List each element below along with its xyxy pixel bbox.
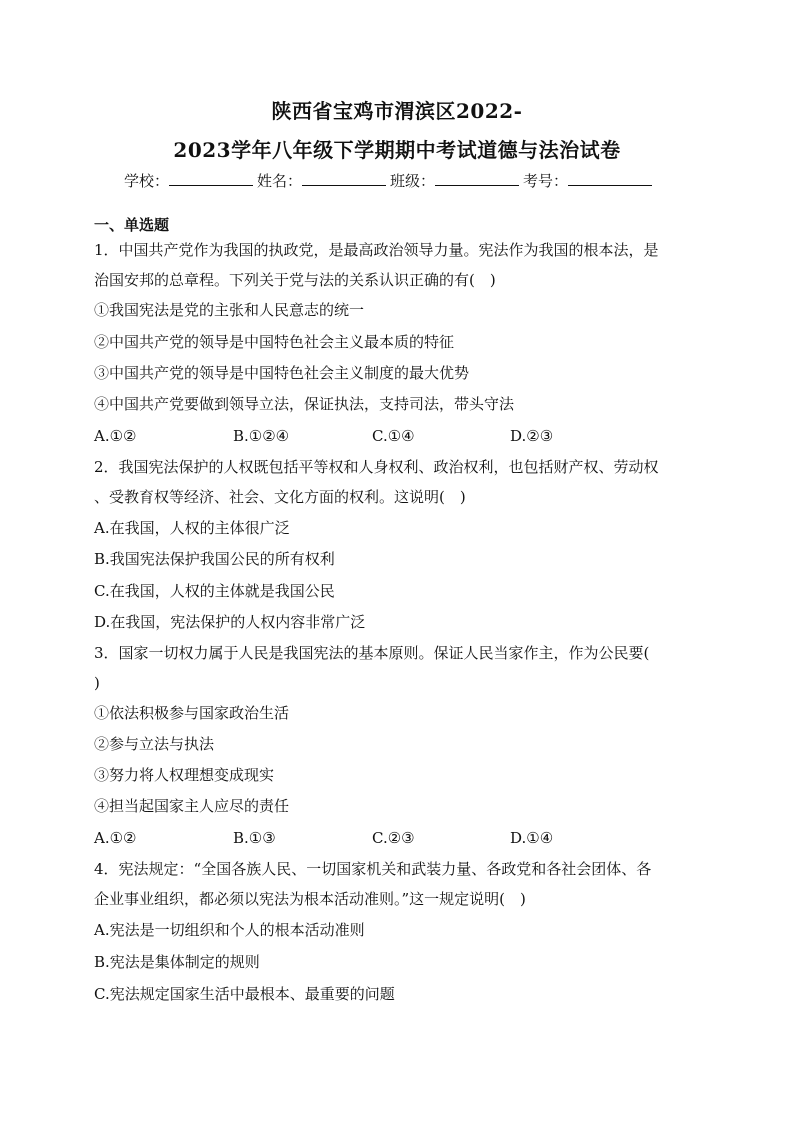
- question-3-statement-2: ②参与立法与执法: [94, 735, 215, 753]
- question-1-option-a[interactable]: A.①②: [94, 427, 137, 445]
- name-label: 姓名：: [257, 172, 303, 190]
- question-4-option-b[interactable]: B.宪法是集体制定的规则: [94, 953, 260, 971]
- class-blank[interactable]: [435, 170, 519, 186]
- question-1-stem-line-1: 1．中国共产党作为我国的执政党，是最高政治领导力量。宪法作为我国的根本法，是: [94, 241, 659, 259]
- question-2-option-a[interactable]: A.在我国，人权的主体很广泛: [94, 519, 290, 537]
- exam-title-line-1: 陕西省宝鸡市渭滨区2022-: [271, 99, 523, 123]
- name-blank[interactable]: [302, 170, 386, 186]
- number-blank[interactable]: [568, 170, 652, 186]
- question-1-stem-line-2: 治国安邦的总章程。下列关于党与法的关系认识正确的有( ): [94, 271, 496, 289]
- question-1-statement-3: ③中国共产党的领导是中国特色社会主义制度的最大优势: [94, 364, 470, 382]
- question-4-option-a[interactable]: A.宪法是一切组织和个人的根本活动准则: [94, 921, 365, 939]
- school-label: 学校：: [124, 172, 170, 190]
- question-3-statement-1: ①依法积极参与国家政治生活: [94, 704, 290, 722]
- section-heading: 一、单选题: [94, 216, 170, 234]
- question-3-option-a[interactable]: A.①②: [94, 829, 137, 847]
- question-3-statement-3: ③努力将人权理想变成现实: [94, 766, 275, 784]
- question-2-option-b[interactable]: B.我国宪法保护我国公民的所有权利: [94, 550, 335, 568]
- number-label: 考号：: [523, 172, 569, 190]
- student-info-row: [124, 170, 684, 191]
- question-1-option-d[interactable]: D.②③: [510, 427, 554, 445]
- question-3-option-c[interactable]: C.②③: [372, 829, 415, 847]
- class-label: 班级：: [390, 172, 436, 190]
- question-3-option-b[interactable]: B.①③: [233, 829, 276, 847]
- question-1-statement-1: ①我国宪法是党的主张和人民意志的统一: [94, 301, 365, 319]
- question-2-option-d[interactable]: D.在我国，宪法保护的人权内容非常广泛: [94, 613, 366, 631]
- question-1-option-b[interactable]: B.①②④: [233, 427, 290, 445]
- question-1-option-c[interactable]: C.①④: [372, 427, 415, 445]
- question-3-stem-line-2: ): [94, 674, 100, 692]
- school-blank[interactable]: [169, 170, 253, 186]
- question-2-option-c[interactable]: C.在我国，人权的主体就是我国公民: [94, 582, 335, 600]
- question-4-option-c[interactable]: C.宪法规定国家生活中最根本、最重要的问题: [94, 985, 395, 1003]
- question-2-stem-line-1: 2．我国宪法保护的人权既包括平等权和人身权利、政治权利，也包括财产权、劳动权: [94, 458, 659, 476]
- question-1-statement-4: ④中国共产党要做到领导立法，保证执法，支持司法，带头守法: [94, 395, 515, 413]
- question-2-stem-line-2: 、受教育权等经济、社会、文化方面的权利。这说明( ): [94, 488, 466, 506]
- question-3-option-d[interactable]: D.①④: [510, 829, 554, 847]
- question-4-stem-line-2: 企业事业组织，都必须以宪法为根本活动准则。”这一规定说明( ): [94, 890, 526, 908]
- exam-title-line-2: 2023学年八年级下学期期中考试道德与法治试卷: [173, 138, 621, 162]
- question-3-statement-4: ④担当起国家主人应尽的责任: [94, 797, 290, 815]
- question-1-statement-2: ②中国共产党的领导是中国特色社会主义最本质的特征: [94, 333, 455, 351]
- question-4-stem-line-1: 4．宪法规定：“全国各族人民、一切国家机关和武装力量、各政党和各社会团体、各: [94, 860, 652, 878]
- question-3-stem-line-1: 3．国家一切权力属于人民是我国宪法的基本原则。保证人民当家作主，作为公民要(: [94, 644, 650, 662]
